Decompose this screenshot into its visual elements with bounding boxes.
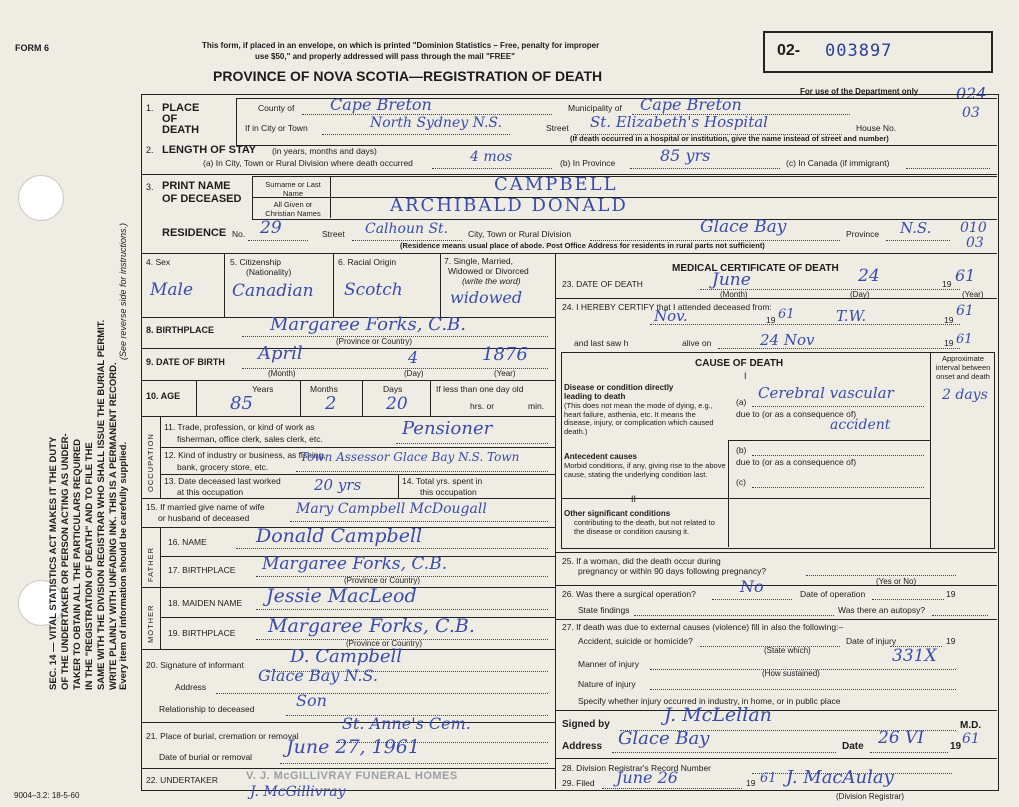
informant-address: Glace Bay N.S. bbox=[258, 666, 378, 685]
side-line-7: (See reverse side for instructions.) bbox=[118, 222, 128, 360]
cause-a-line bbox=[752, 406, 924, 407]
sex-label: 4. Sex bbox=[146, 257, 171, 267]
from-year-prefix: 19 bbox=[766, 315, 776, 325]
divider-9 bbox=[141, 380, 555, 381]
father-vert-label: FATHER bbox=[146, 546, 155, 582]
dept-code-2: 03 bbox=[962, 105, 980, 121]
cause-a-label: (a) bbox=[736, 397, 747, 407]
place-street-label: Street bbox=[546, 123, 569, 133]
registrar-signature: J. MacAulay bbox=[786, 767, 894, 788]
marital-label-3: (write the word) bbox=[462, 276, 521, 286]
divider-13 bbox=[141, 498, 555, 499]
filed-line bbox=[602, 788, 742, 789]
last-year-prefix: 19 bbox=[944, 338, 954, 348]
divider-signed bbox=[555, 758, 997, 759]
pregnancy-label-2: pregnancy or within 90 days following pregnancy? bbox=[578, 566, 767, 576]
residence-street-label: Street bbox=[322, 229, 345, 239]
informant-signature: D. Campbell bbox=[290, 646, 403, 667]
informant-rel-label: Relationship to deceased bbox=[159, 704, 255, 714]
physician-address-line bbox=[612, 752, 836, 753]
birthplace-label: 8. BIRTHPLACE bbox=[146, 325, 215, 335]
antecedent-note: Morbid conditions, if any, giving rise to the above cause, stating the underlying condition last. bbox=[564, 461, 726, 479]
residence-city-label: City, Town or Rural Division bbox=[468, 229, 572, 239]
mother-vert-label: MOTHER bbox=[146, 604, 155, 643]
age-div-2 bbox=[362, 380, 363, 416]
cause-code: 331X bbox=[892, 646, 937, 666]
item-1-number: 1. bbox=[146, 103, 154, 113]
side-line-5: SAME WITH THE DIVISION REGISTRAR WHO SHALL ISSUE THE BURIAL PERMIT. bbox=[96, 319, 107, 690]
residence-city-value: Glace Bay bbox=[700, 217, 787, 237]
postal-note-2: use $50," and properly addressed will pass through the mail "FREE" bbox=[255, 52, 515, 61]
state-findings-line bbox=[634, 615, 834, 616]
divider-cause bbox=[555, 552, 997, 553]
stay-label: LENGTH OF STAY bbox=[162, 144, 257, 156]
cert-year: 61 bbox=[962, 731, 980, 747]
age-div-1 bbox=[300, 380, 301, 416]
house-number-label: House No. bbox=[856, 123, 897, 133]
residence-no-value: 29 bbox=[260, 218, 282, 238]
informant-relationship: Son bbox=[296, 691, 327, 710]
citizenship-sub: (Nationality) bbox=[246, 267, 292, 277]
cert-date: 26 VI bbox=[878, 728, 925, 748]
occ-14-a: 14. Total yrs. spent in bbox=[402, 476, 483, 486]
column-divider bbox=[555, 253, 556, 789]
city-value: North Sydney N.S. bbox=[370, 115, 502, 131]
death-year: 61 bbox=[955, 266, 976, 285]
stay-b-label: (b) In Province bbox=[560, 158, 616, 168]
item-2-number: 2. bbox=[146, 145, 154, 155]
divider-27 bbox=[555, 710, 997, 711]
dob-month-sub: (Month) bbox=[268, 369, 296, 378]
nature-label: Nature of injury bbox=[578, 679, 636, 689]
burial-place-label: 21. Place of burial, cremation or removal bbox=[146, 731, 299, 741]
age-label: 10. AGE bbox=[146, 391, 181, 401]
personal-div-2 bbox=[333, 253, 334, 317]
father-div bbox=[160, 527, 161, 587]
filed-date: June 26 bbox=[616, 768, 678, 787]
interval-heading: Approximate interval between onset and death bbox=[935, 354, 991, 381]
nature-line bbox=[650, 689, 956, 690]
marital-label-1: 7. Single, Married, bbox=[444, 256, 513, 266]
antecedent-label: Antecedent causes bbox=[564, 452, 637, 461]
father-bp: Margaree Forks, C.B. bbox=[262, 554, 448, 574]
roman-two: II bbox=[631, 494, 637, 504]
yes-no-sub: (Yes or No) bbox=[876, 577, 917, 586]
to-year-prefix: 19 bbox=[944, 315, 954, 325]
age-hrs-label: hrs. or bbox=[470, 401, 495, 411]
punch-hole-top bbox=[18, 175, 64, 221]
mother-name-label: 18. MAIDEN NAME bbox=[168, 598, 243, 608]
father-bp-label: 17. BIRTHPLACE bbox=[168, 565, 236, 575]
due-to-1: due to (or as a consequence of) bbox=[736, 409, 857, 419]
dept-code-4: 03 bbox=[966, 235, 984, 251]
occ-13-14-div bbox=[398, 474, 399, 498]
physician-address: Glace Bay bbox=[618, 728, 710, 749]
cause-a-interval: 2 days bbox=[942, 387, 988, 403]
side-line-8: Every item of information should be carefully supplied. bbox=[118, 441, 129, 690]
age-div-0 bbox=[196, 380, 197, 416]
death-month: June bbox=[712, 270, 751, 290]
dept-code-1: 024 bbox=[956, 84, 987, 103]
place-label-1: PLACE bbox=[162, 102, 200, 114]
industry-label: Specify whether injury occurred in industry, in home, or in public place bbox=[578, 696, 841, 706]
dept-code-3: 010 bbox=[960, 220, 987, 236]
last-saw-value: 24 Nov bbox=[760, 331, 815, 349]
cert-date-label: Date bbox=[842, 741, 864, 752]
postal-note-1: This form, if placed in an envelope, on which is printed "Dominion Statistics – Free, penalty for improper bbox=[202, 41, 600, 50]
age-years-label: Years bbox=[252, 384, 274, 394]
occ-13-b: at this occupation bbox=[177, 487, 244, 497]
cause-b-label: (b) bbox=[736, 445, 747, 455]
accident-label: Accident, suicide or homicide? bbox=[578, 636, 693, 646]
attended-to: T.W. bbox=[836, 307, 867, 325]
occupation-vert-label: OCCUPATION bbox=[146, 433, 155, 492]
last-saw-label: and last saw h bbox=[574, 338, 629, 348]
page-title: PROVINCE OF NOVA SCOTIA—REGISTRATION OF DEATH bbox=[213, 68, 603, 84]
age-months: 2 bbox=[325, 393, 337, 414]
cause-c-label: (c) bbox=[736, 477, 746, 487]
spouse-label-2: or husband of deceased bbox=[158, 513, 250, 523]
father-name: Donald Campbell bbox=[256, 525, 423, 547]
side-line-3: TAKER TO OBTAIN ALL THE PARTICULARS REQUIRED bbox=[72, 438, 83, 690]
spouse-line bbox=[290, 521, 548, 522]
dob-year-sub: (Year) bbox=[494, 369, 516, 378]
informant-addr-label: Address bbox=[175, 682, 207, 692]
marital-value: widowed bbox=[450, 288, 523, 307]
residence-province-label: Province bbox=[846, 229, 880, 239]
filed-label: 29. Filed bbox=[562, 778, 595, 788]
attended-from: Nov. bbox=[654, 307, 688, 325]
stay-c-line bbox=[906, 168, 990, 169]
birthplace-value: Margaree Forks, C.B. bbox=[270, 314, 466, 335]
antecedent-top bbox=[728, 440, 930, 441]
manner-label: Manner of injury bbox=[578, 659, 639, 669]
city-line bbox=[322, 134, 510, 135]
undertaker-stamp: V. J. McGILLIVRAY FUNERAL HOMES bbox=[246, 770, 458, 782]
residence-label: RESIDENCE bbox=[162, 227, 227, 239]
given-names-label: All Given or Christian Names bbox=[265, 200, 321, 218]
residence-province-line bbox=[886, 240, 950, 241]
stay-b-line bbox=[630, 168, 780, 169]
department-use-label: For use of the Department only bbox=[800, 87, 919, 96]
stay-a-value: 4 mos bbox=[470, 149, 513, 165]
attended-line bbox=[650, 324, 960, 325]
occ-12-b: bank, grocery store, etc. bbox=[177, 462, 269, 472]
stay-b-value: 85 yrs bbox=[660, 146, 711, 165]
filed-year: 61 bbox=[760, 771, 777, 786]
county-label: County of bbox=[258, 103, 295, 113]
dob-day: 4 bbox=[408, 348, 419, 367]
birthplace-sub: (Province or Country) bbox=[336, 337, 413, 346]
undertaker-signature: J. McGillivray bbox=[250, 784, 346, 800]
city-label: If in City or Town bbox=[245, 123, 308, 133]
given-names-value: ARCHIBALD DONALD bbox=[390, 195, 628, 216]
other-conditions-note: contributing to the death, but not related to the disease or condition causing it. bbox=[574, 518, 715, 536]
inj-year-prefix: 19 bbox=[946, 636, 956, 646]
place-label-2: OF bbox=[162, 113, 178, 125]
death-date-label: 23. DATE OF DEATH bbox=[562, 279, 643, 289]
injury-date-label: Date of injury bbox=[846, 636, 897, 646]
operation-date-line bbox=[872, 599, 944, 600]
cause-a-value: Cerebral vascular bbox=[758, 384, 894, 402]
item-3-number: 3. bbox=[146, 182, 154, 192]
residence-street-value: Calhoun St. bbox=[365, 221, 449, 237]
registrar-record-label: 28. Division Registrar's Record Number bbox=[562, 763, 712, 773]
registration-number: 003897 bbox=[825, 41, 893, 61]
municipality-value: Cape Breton bbox=[640, 95, 742, 114]
undertaker-label: 22. UNDERTAKER bbox=[146, 775, 218, 785]
residence-note: (Residence means usual place of abode. Post Office Address for residents in rural parts not sufficient) bbox=[400, 241, 765, 250]
county-value: Cape Breton bbox=[330, 95, 432, 114]
surname-label: Surname or Last Name bbox=[265, 180, 321, 198]
name-label-1: PRINT NAME bbox=[162, 180, 231, 192]
divider-23 bbox=[555, 298, 997, 299]
surgery-value: No bbox=[740, 577, 764, 596]
mother-bp-label: 19. BIRTHPLACE bbox=[168, 628, 236, 638]
dob-label: 9. DATE OF BIRTH bbox=[146, 357, 225, 367]
divider-11 bbox=[160, 447, 555, 448]
personal-div-3 bbox=[440, 253, 441, 317]
mother-bp-sub: (Province or Country) bbox=[346, 639, 423, 648]
disease-label: Disease or condition directly leading to death bbox=[564, 383, 674, 401]
surgery-line bbox=[712, 599, 792, 600]
pregnancy-line bbox=[806, 575, 956, 576]
name-label-2: OF DECEASED bbox=[162, 193, 242, 205]
cause-heading: CAUSE OF DEATH bbox=[695, 358, 784, 369]
stay-sub: (in years, months and days) bbox=[272, 146, 377, 156]
occ-13-a: 13. Date deceased last worked bbox=[164, 476, 281, 486]
due-to-2: due to (or as a consequence of) bbox=[736, 457, 857, 467]
dob-year: 1876 bbox=[482, 344, 528, 365]
cert-date-line bbox=[870, 752, 948, 753]
other-div bbox=[728, 498, 729, 547]
autopsy-line bbox=[932, 615, 988, 616]
mother-name-line bbox=[256, 609, 548, 610]
age-months-label: Months bbox=[310, 384, 338, 394]
occ-11-value: Pensioner bbox=[402, 418, 493, 439]
signed-by-label: Signed by bbox=[562, 719, 610, 730]
dob-month: April bbox=[258, 343, 303, 364]
informant-sig-label: 20. Signature of informant bbox=[146, 660, 244, 670]
antecedent-div bbox=[728, 440, 729, 498]
occ-11-b: fisherman, office clerk, sales clerk, etc. bbox=[177, 434, 323, 444]
occ-12-a: 12. Kind of industry or business, as fishing, bbox=[164, 450, 326, 460]
residence-province-value: N.S. bbox=[900, 219, 932, 237]
place-label-3: DEATH bbox=[162, 124, 200, 136]
side-line-2: OF THE UNDERTAKER OR PERSON ACTING AS UNDER- bbox=[60, 433, 71, 690]
state-which-sub: (State which) bbox=[764, 646, 811, 655]
mother-div bbox=[160, 587, 161, 649]
registration-number-box bbox=[763, 31, 993, 73]
side-line-6: WRITE PLAINLY WITH UNFADING INK. THIS IS A PERMANENT RECORD. bbox=[108, 362, 119, 690]
operation-date-label: Date of operation bbox=[800, 589, 866, 599]
death-year-sub: (Year) bbox=[962, 290, 984, 299]
due-to-value: accident bbox=[830, 417, 891, 433]
death-month-sub: (Month) bbox=[720, 290, 748, 299]
age-min-label: min. bbox=[528, 401, 545, 411]
side-line-4: IN THE "REGISTRATION OF DEATH" AND TO FILE THE bbox=[84, 442, 95, 690]
spouse-label-1: 15. If married give name of wife bbox=[146, 502, 265, 512]
cert-year-prefix: 19 bbox=[950, 741, 962, 752]
to-year: 61 bbox=[956, 303, 974, 319]
age-days-label: Days bbox=[383, 384, 403, 394]
stay-c-label: (c) In Canada (if immigrant) bbox=[786, 158, 890, 168]
occ-14-b: this occupation bbox=[420, 487, 477, 497]
residence-no-line bbox=[248, 240, 308, 241]
surname-value: CAMPBELL bbox=[494, 174, 618, 195]
occ-13-value: 20 yrs bbox=[314, 476, 362, 494]
form-number: FORM 6 bbox=[15, 43, 50, 53]
alive-on-label: alive on bbox=[682, 338, 712, 348]
occ-11-line bbox=[396, 443, 548, 444]
burial-place: St. Anne's Cem. bbox=[342, 714, 471, 733]
mother-bp: Margaree Forks, C.B. bbox=[268, 615, 475, 637]
registrar-sub: (Division Registrar) bbox=[836, 792, 905, 801]
cause-b-line bbox=[752, 455, 924, 456]
autopsy-label: Was there an autopsy? bbox=[838, 605, 926, 615]
personal-div-1 bbox=[224, 253, 225, 317]
external-causes-label: 27. If death was due to external causes (violence) fill in also the following:– bbox=[562, 622, 844, 632]
marital-label-2: Widowed or Divorced bbox=[448, 266, 529, 276]
divider-25 bbox=[555, 585, 997, 586]
age-less-label: If less than one day old bbox=[436, 384, 524, 394]
last-year: 61 bbox=[956, 332, 973, 347]
divider-26 bbox=[555, 619, 997, 620]
cause-c-line bbox=[752, 487, 924, 488]
death-year-prefix: 19 bbox=[942, 279, 952, 289]
place-street-value: St. Elizabeth's Hospital bbox=[590, 113, 768, 131]
registration-prefix: 02- bbox=[777, 42, 801, 59]
certify-label: 24. I HEREBY CERTIFY that I attended deceased from: bbox=[562, 302, 772, 312]
state-findings-label: State findings bbox=[578, 605, 630, 615]
municipality-label: Municipality of bbox=[568, 103, 622, 113]
origin-label: 6. Racial Origin bbox=[338, 257, 397, 267]
father-bp-sub: (Province or Country) bbox=[344, 576, 421, 585]
residence-no-label: No. bbox=[232, 229, 246, 239]
burial-date-line bbox=[280, 763, 548, 764]
informant-addr-line bbox=[216, 693, 548, 694]
op-year-prefix: 19 bbox=[946, 589, 956, 599]
spouse-value: Mary Campbell McDougall bbox=[296, 501, 487, 517]
cause-divider-2 bbox=[561, 498, 931, 499]
father-name-line bbox=[236, 548, 548, 549]
sustained-sub: (How sustained) bbox=[762, 669, 820, 678]
occ-11-a: 11. Trade, profession, or kind of work as bbox=[164, 422, 315, 432]
occupation-div bbox=[160, 416, 161, 498]
occ-12-value: Town Assessor Glace Bay N.S. Town bbox=[300, 450, 520, 464]
pregnancy-label-1: 25. If a woman, did the death occur during bbox=[562, 556, 721, 566]
sex-value: Male bbox=[150, 280, 194, 300]
occ-12-line bbox=[296, 471, 548, 472]
citizenship-value: Canadian bbox=[232, 281, 314, 301]
divider-10 bbox=[141, 416, 555, 417]
physician-address-label: Address bbox=[562, 741, 603, 752]
md-label: M.D. bbox=[960, 720, 982, 731]
physician-signature: J. McLellan bbox=[664, 704, 772, 726]
death-day-sub: (Day) bbox=[850, 290, 870, 299]
footer-code: 9004–3.2: 18-5-60 bbox=[14, 791, 80, 800]
father-name-label: 16. NAME bbox=[168, 537, 207, 547]
filed-year-prefix: 19 bbox=[746, 778, 756, 788]
mother-name: Jessie MacLeod bbox=[266, 585, 417, 607]
burial-date: June 27, 1961 bbox=[286, 736, 420, 758]
death-day: 24 bbox=[858, 266, 880, 286]
divider-12 bbox=[160, 474, 555, 475]
burial-date-label: Date of burial or removal bbox=[159, 752, 253, 762]
roman-one: I bbox=[744, 371, 747, 381]
place-note: (If death occurred in a hospital or institution, give the name instead of street and number) bbox=[570, 134, 889, 143]
other-conditions-label: Other significant conditions bbox=[564, 509, 671, 518]
interval-column-div bbox=[930, 352, 931, 548]
disease-note: (This does not mean the mode of dying, e.g., heart failure, asthenia, etc. It means the disease, injury, or complication which caused death.) bbox=[564, 401, 714, 436]
surgery-label: 26. Was there a surgical operation? bbox=[562, 589, 696, 599]
stay-a-label: (a) In City, Town or Rural Division where death occurred bbox=[203, 158, 413, 168]
divider-21 bbox=[141, 768, 555, 769]
medical-heading: MEDICAL CERTIFICATE OF DEATH bbox=[672, 263, 839, 274]
stay-a-line bbox=[432, 168, 552, 169]
age-years: 85 bbox=[230, 393, 253, 414]
last-saw-line bbox=[718, 348, 960, 349]
divider-residence bbox=[141, 253, 997, 254]
dob-day-sub: (Day) bbox=[404, 369, 424, 378]
origin-value: Scotch bbox=[344, 280, 403, 300]
age-days: 20 bbox=[386, 394, 408, 414]
age-div-3 bbox=[430, 380, 431, 416]
citizenship-label: 5. Citizenship bbox=[230, 257, 282, 267]
from-year: 61 bbox=[778, 307, 795, 322]
side-line-1: SEC. 14 — VITAL STATISTICS ACT MAKES IT THE DUTY bbox=[48, 436, 59, 690]
